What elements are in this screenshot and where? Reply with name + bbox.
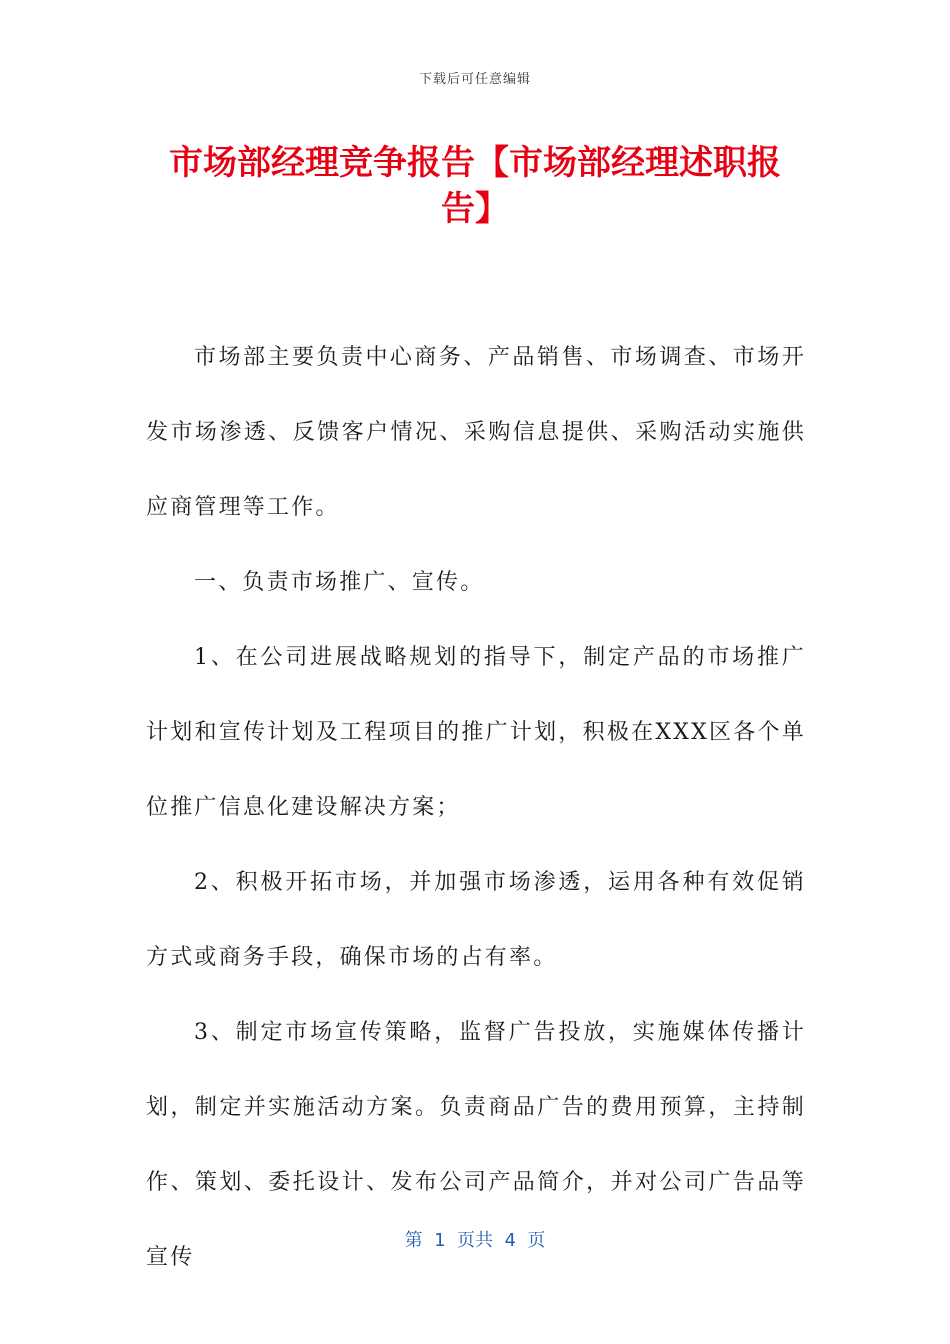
document-title: 市场部经理竞争报告【市场部经理述职报告】: [169, 143, 781, 229]
paragraph-intro: 市场部主要负责中心商务、产品销售、市场调查、市场开发市场渗透、反馈客户情况、采购信息提供、采购活动实施供应商管理等工作。: [146, 345, 806, 520]
paragraph-item-3: 3、制定市场宣传策略，监督广告投放，实施媒体传播计划，制定并实施活动方案。负责商品广告的费用预算，主持制作、策划、委托设计、发布公司产品简介，并对公司广告品等宣传: [146, 1020, 806, 1270]
page-number-footer: 第 1 页共 4 页: [404, 1230, 546, 1251]
header-note: 下载后可任意编辑: [418, 72, 531, 87]
paragraph-section-1-heading: 一、负责市场推广、宣传。: [194, 570, 485, 595]
paragraph-item-2: 2、积极开拓市场，并加强市场渗透，运用各种有效促销方式或商务手段，确保市场的占有率。: [146, 870, 806, 970]
paragraph-item-1: 1、在公司进展战略规划的指导下，制定产品的市场推广计划和宣传计划及工程项目的推广计划，积极在XXX区各个单位推广信息化建设解决方案；: [146, 645, 806, 820]
document-body: [146, 320, 806, 1295]
